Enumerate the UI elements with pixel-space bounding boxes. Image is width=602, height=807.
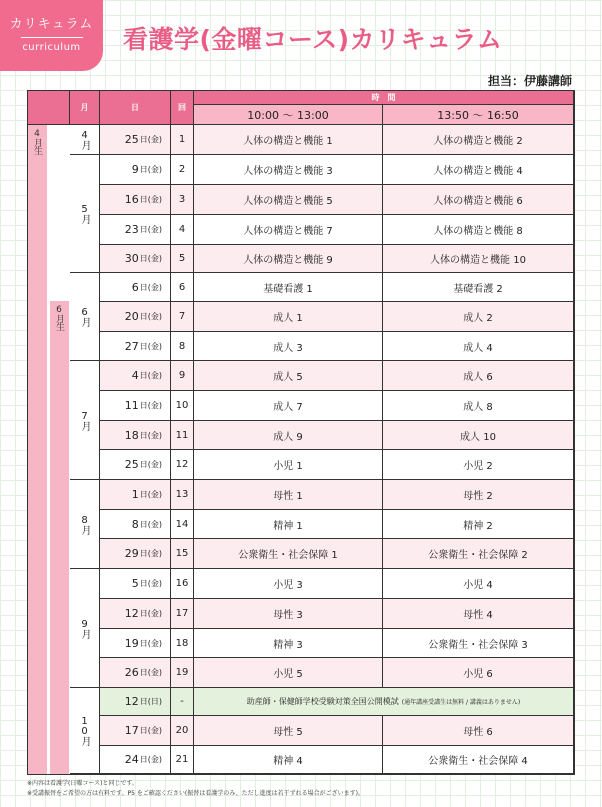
header-time: 時 間 [194,91,574,105]
afternoon-subject: 人体の構造と機能 8 [383,215,574,245]
session-number: 9 [171,361,194,391]
afternoon-subject: 成人 10 [383,421,574,450]
afternoon-subject: 小児 2 [383,450,574,480]
session-number: 13 [171,480,194,510]
session-number: 15 [171,539,194,569]
exam-row-cell [194,688,574,716]
date-day: 12 [124,607,139,620]
date-day: 30 [124,252,139,265]
date-day: 11 [124,399,139,412]
date-cell [100,185,171,215]
date-day: 1 [131,488,139,501]
badge-label-en: curriculum [22,42,81,53]
date-weekday: 日(金) [139,755,162,764]
morning-subject: 母性 3 [194,599,383,629]
date-cell [100,361,171,391]
date-weekday: 日(金) [139,638,162,648]
month-cell [70,569,100,688]
afternoon-subject: 成人 4 [383,332,574,361]
afternoon-subject: 母性 4 [383,599,574,629]
date-day: 12 [124,695,139,708]
badge-divider [21,37,83,38]
afternoon-subject: 母性 2 [383,480,574,510]
morning-subject: 母性 1 [194,480,383,510]
date-weekday: 日(金) [139,579,162,588]
afternoon-subject: 人体の構造と機能 10 [383,245,574,273]
date-cell [100,688,171,716]
cohort-april-label: 4月生 [28,125,47,774]
date-weekday: 日(金) [139,371,162,380]
morning-subject: 公衆衛生・社会保障 1 [194,539,383,569]
date-cell [100,539,171,569]
teacher-label: 担当：伊藤講師 [487,74,572,88]
page-title: 看護学(金曜コース)カリキュラム [123,25,503,54]
session-number: 12 [171,450,194,480]
morning-subject: 精神 1 [194,510,383,539]
date-cell [100,273,171,302]
date-day: 16 [124,193,139,206]
date-day: 25 [124,133,139,146]
date-weekday: 日(金) [139,726,162,735]
month-label: 6月 [79,307,90,326]
session-number: 4 [171,215,194,245]
morning-subject: 成人 7 [194,391,383,421]
month-label: 5月 [79,204,90,223]
date-day: 19 [124,636,139,650]
afternoon-subject: 人体の構造と機能 4 [383,155,574,185]
afternoon-subject: 公衆衛生・社会保障 3 [383,629,574,658]
afternoon-subject: 人体の構造と機能 6 [383,185,574,215]
date-weekday: 日(金) [139,165,162,174]
morning-subject: 小児 3 [194,569,383,599]
date-weekday: 日(金) [139,460,162,469]
date-cell [100,658,171,688]
date-weekday: 日(日) [139,697,162,706]
session-number: 3 [171,185,194,215]
afternoon-subject: 成人 2 [383,302,574,332]
session-number: 2 [171,155,194,185]
month-label: 10月 [79,716,90,745]
header-cohort-cell [28,91,70,125]
date-day: 8 [131,517,139,531]
afternoon-subject: 公衆衛生・社会保障 4 [383,746,574,774]
session-number: - [171,688,194,716]
date-weekday: 日(金) [139,430,162,440]
date-cell [100,302,171,332]
morning-subject: 成人 1 [194,302,383,332]
afternoon-subject: 基礎看護 2 [383,273,574,302]
date-day: 17 [124,724,139,737]
session-number: 19 [171,658,194,688]
date-day: 18 [124,428,139,442]
date-cell [100,510,171,539]
badge-label-jp: カリキュラム [9,17,94,32]
date-weekday: 日(金) [139,519,162,529]
morning-subject: 精神 3 [194,629,383,658]
session-number: 1 [171,125,194,155]
month-label: 8月 [79,514,90,534]
morning-subject: 小児 1 [194,450,383,480]
header-slot-afternoon: 13:50 ～ 16:50 [383,105,574,125]
date-weekday: 日(金) [139,490,162,499]
afternoon-subject: 成人 6 [383,361,574,391]
header-session: 回 [171,91,194,125]
date-cell [100,746,171,774]
session-number: 10 [171,391,194,421]
session-number: 21 [171,746,194,774]
month-cell [70,273,100,361]
exam-title: 助産師・保健師学校受験対策全国公開模試 [246,697,399,706]
date-day: 25 [124,458,139,471]
session-number: 16 [171,569,194,599]
date-cell [100,245,171,273]
morning-subject: 小児 5 [194,658,383,688]
curriculum-badge [0,0,103,71]
morning-subject: 人体の構造と機能 9 [194,245,383,273]
footnote: ※内容は看護学(日曜コース)と同じです。 [27,780,138,787]
session-number: 6 [171,273,194,302]
curriculum-table [27,90,575,775]
date-cell [100,332,171,361]
session-number: 11 [171,421,194,450]
session-number: 5 [171,245,194,273]
date-day: 9 [131,163,139,176]
month-label: 7月 [79,410,90,430]
afternoon-subject: 小児 4 [383,569,574,599]
morning-subject: 成人 3 [194,332,383,361]
date-day: 4 [131,369,139,382]
date-cell [100,155,171,185]
header-month: 月 [70,91,100,125]
session-number: 17 [171,599,194,629]
exam-note: (通年講座受講生は無料 / 講義はありません) [401,699,521,706]
afternoon-subject: 人体の構造と機能 2 [383,125,574,155]
header-date: 日 [100,91,171,125]
date-day: 27 [124,339,139,353]
afternoon-subject: 成人 8 [383,391,574,421]
date-weekday: 日(金) [139,549,162,558]
month-cell [70,480,100,569]
date-cell [100,599,171,629]
morning-subject: 成人 9 [194,421,383,450]
footnotes [27,779,364,799]
date-cell [100,480,171,510]
date-cell [100,215,171,245]
date-cell [100,391,171,421]
session-number: 20 [171,716,194,746]
date-day: 24 [124,753,139,766]
date-day: 6 [131,280,139,294]
date-weekday: 日(金) [139,312,162,321]
session-number: 18 [171,629,194,658]
date-cell [100,125,171,155]
afternoon-subject: 公衆衛生・社会保障 2 [383,539,574,569]
morning-subject: 基礎看護 1 [194,273,383,302]
month-cell [70,361,100,480]
date-day: 20 [124,310,139,323]
date-weekday: 日(金) [139,282,162,292]
month-label: 9月 [79,618,90,638]
cohort-june-label: 6月生 [50,301,69,774]
date-day: 26 [124,666,139,679]
month-cell [70,125,100,155]
date-weekday: 日(金) [139,225,162,234]
session-number: 14 [171,510,194,539]
session-number: 7 [171,302,194,332]
afternoon-subject: 母性 6 [383,716,574,746]
date-cell [100,569,171,599]
morning-subject: 人体の構造と機能 1 [194,125,383,155]
date-weekday: 日(金) [139,195,162,204]
date-weekday: 日(金) [139,135,162,144]
date-cell [100,450,171,480]
date-weekday: 日(金) [139,341,162,351]
date-day: 23 [124,223,139,236]
month-label: 4月 [79,130,90,149]
date-cell [100,421,171,450]
date-day: 29 [124,547,139,560]
date-cell [100,716,171,746]
header-slot-morning: 10:00 ～ 13:00 [194,105,383,125]
date-weekday: 日(金) [139,609,162,618]
morning-subject: 人体の構造と機能 3 [194,155,383,185]
footnote: ※受講振替をご希望の方は有料です。P5 をご確認ください(振替は看護学のみ、ただし進度は若干ずれる場合がございます)。 [27,790,364,797]
date-weekday: 日(金) [139,668,162,677]
morning-subject: 人体の構造と機能 5 [194,185,383,215]
date-weekday: 日(金) [139,254,162,263]
morning-subject: 成人 5 [194,361,383,391]
morning-subject: 母性 5 [194,716,383,746]
afternoon-subject: 小児 6 [383,658,574,688]
afternoon-subject: 精神 2 [383,510,574,539]
morning-subject: 人体の構造と機能 7 [194,215,383,245]
date-cell [100,629,171,658]
date-day: 5 [131,577,139,590]
month-cell [70,155,100,273]
morning-subject: 精神 4 [194,746,383,774]
session-number: 8 [171,332,194,361]
month-cell [70,688,100,774]
date-weekday: 日(金) [139,401,162,410]
